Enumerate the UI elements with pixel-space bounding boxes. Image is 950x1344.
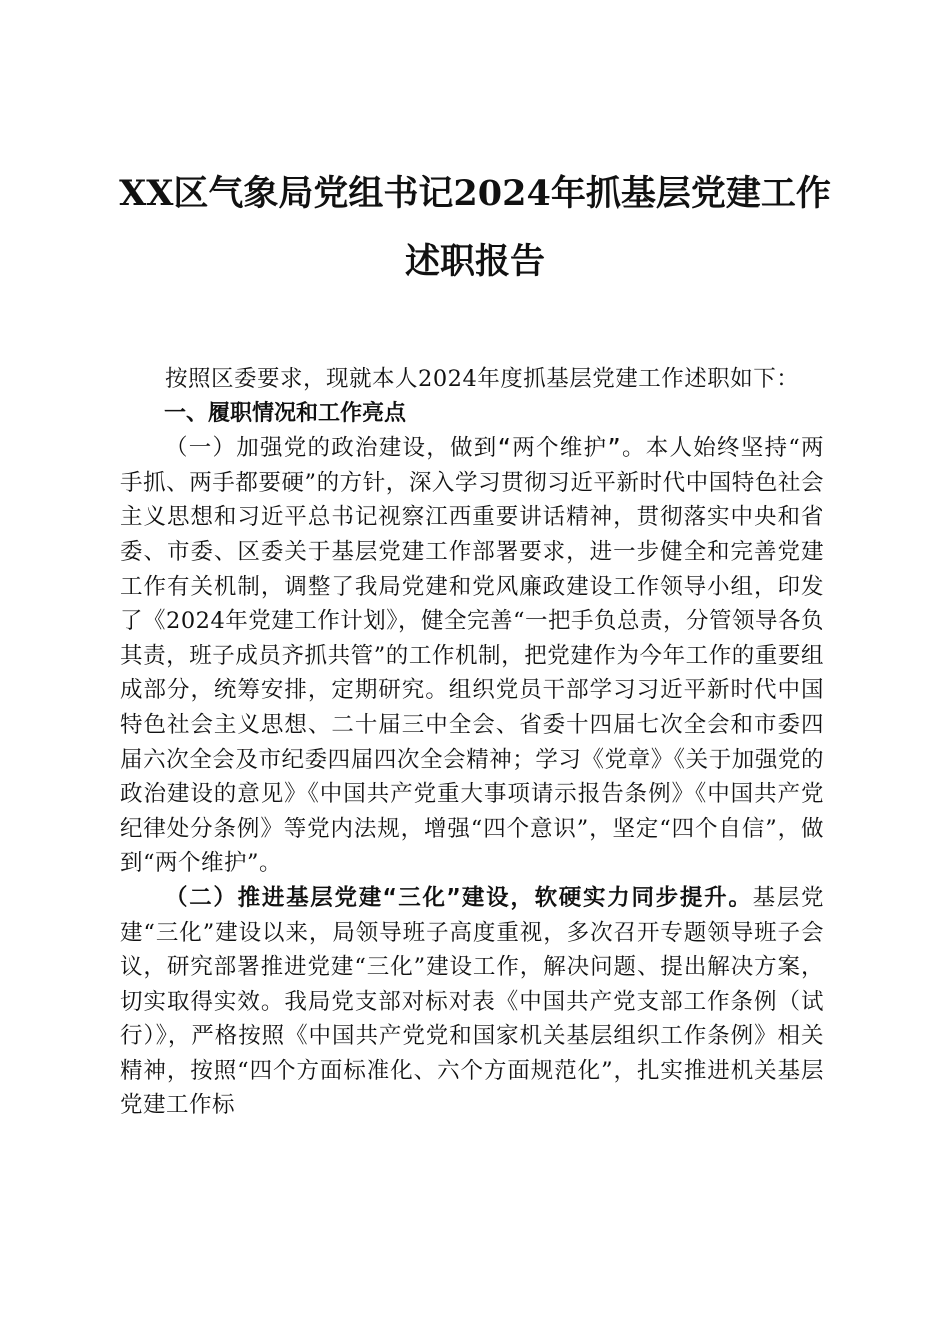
item-1-body: 本人始终坚持“两手抓、两手都要硬”的方针，深入学习贯彻习近平新时代中国特色社会主义思想和习近平总书记视察江西重要讲话精神，贯彻落实中央和省委、市委、区委关于基层党建工作部署要求，进一步健全和完善党建工作有关机制，调整了我局党建和党风廉政建设工作领导小组，印发了《2024年党建工作计划》，健全完善“一把手负总责，分管领导各负其责，班子成员齐抓共管”的工作机制，把党建作为今年工作的重要组成部分，统筹安排，定期研究。组织党员干部学习习近平新时代中国特色社会主义思想、二十届三中全会、省委十四届七次全会和市委四届六次全会及市纪委四届四次全会精神；学习《党章》《关于加强党的政治建设的意见》《中国共产党重大事项请示报告条例》《中国共产党纪律处分条例》等党内法规，增强“四个意识”，坚定“四个自信”，做到“两个维护”。 [120, 435, 825, 877]
document-body [120, 362, 824, 1123]
document-title-line-2: 述职报告 [404, 241, 545, 282]
item-1-paragraph [120, 431, 824, 881]
section-1-heading: 一、履职情况和工作亮点 [164, 400, 407, 426]
document-title-line-1: XX区气象局党组书记2024年抓基层党建工作 [119, 173, 831, 214]
item-2-body: 基层党建“三化”建设以来，局领导班子高度重视，多次召开专题领导班子会议，研究部署推进党建“三化”建设工作，解决问题、提出解决方案，切实取得实效。我局党支部对标对表《中国共产党支部工作条例（试行）》，严格按照《中国共产党党和国家机关基层组织工作条例》相关精神，按照“四个方面标准化、六个方面规范化”，扎实推进机关基层党建工作标 [120, 884, 824, 1119]
intro-paragraph: 按照区委要求，现就本人2024年度抓基层党建工作述职如下： [165, 366, 800, 392]
item-2-paragraph [120, 881, 824, 1123]
item-2-heading: （二）推进基层党建“三化”建设，软硬实力同步提升。 [165, 884, 753, 911]
item-1-heading: （一）加强党的政治建设，做到“两个维护”。 [165, 435, 646, 462]
